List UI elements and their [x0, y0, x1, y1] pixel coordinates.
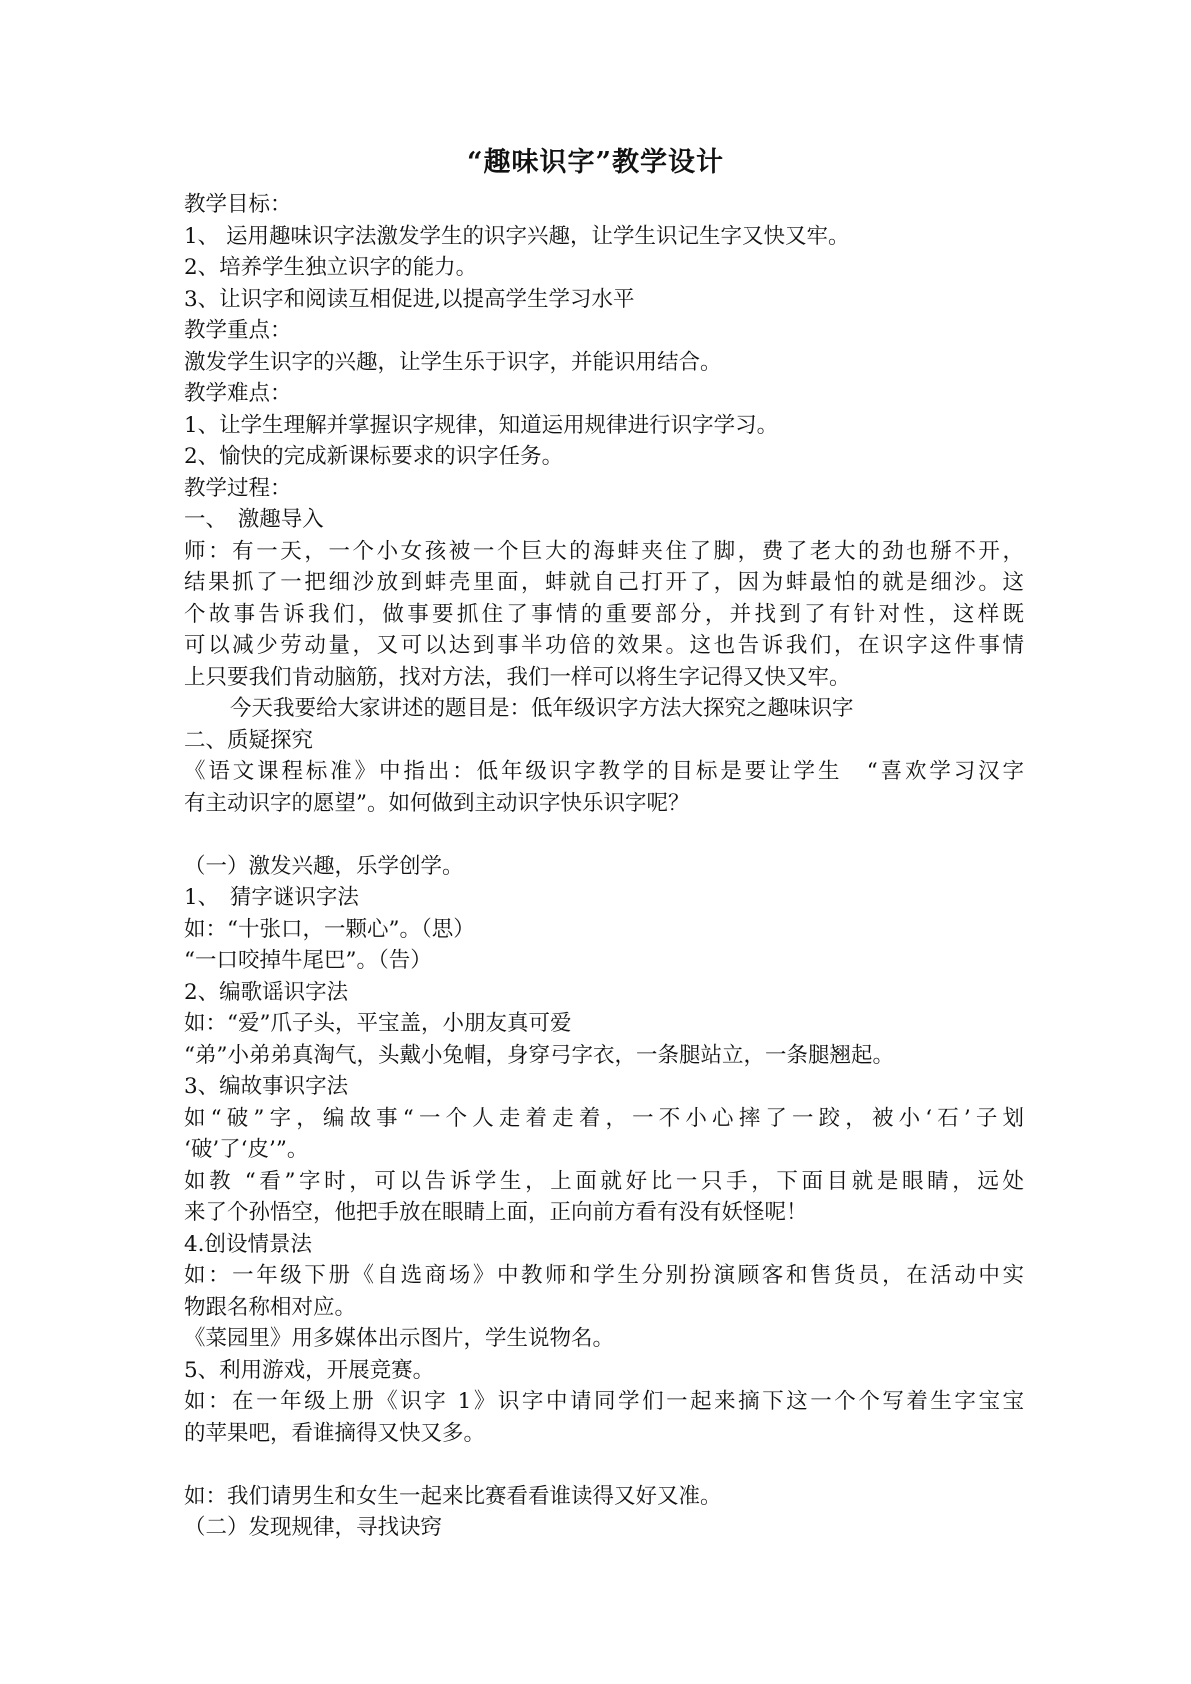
method-heading-2: 2、编歌谣识字法 — [184, 979, 349, 1005]
example-line: 如：“十张口，一颗心”。（思） — [184, 916, 475, 942]
example-line: 的苹果吧，看谁摘得又快又多。 — [184, 1420, 486, 1446]
example-line: ‘破’了‘皮’”。 — [184, 1137, 309, 1162]
method-heading-4: 4.创设情景法 — [184, 1231, 313, 1257]
subsection-heading-1: （一）激发兴趣，乐学创学。 — [184, 853, 464, 879]
example-line: 如“破”字，编故事“一个人走着走着，一不小心摔了一跤，被小‘石’子划 — [184, 1105, 1024, 1131]
example-line: 如：在一年级上册《识字 1》识字中请同学们一起来摘下这一个个写着生字宝宝 — [184, 1389, 1024, 1414]
process-step-2-heading: 二、质疑探究 — [184, 727, 314, 753]
document-title: “趣味识字”教学设计 — [466, 147, 725, 178]
example-line: 物跟名称相对应。 — [184, 1294, 357, 1320]
example-line: “一口咬掉牛尾巴”。（告） — [184, 948, 432, 973]
subsection-heading-2: （二）发现规律，寻找诀窍 — [184, 1515, 443, 1540]
difficulty-item-2: 2、愉快的完成新课标要求的识字任务。 — [184, 444, 564, 469]
paragraph-line: 上只要我们肯动脑筋，找对方法，我们一样可以将生字记得又快又牢。 — [184, 664, 851, 690]
section-heading-process: 教学过程： — [184, 475, 292, 501]
example-line: 《菜园里》用多媒体出示图片，学生说物名。 — [184, 1326, 615, 1351]
topic-line: 今天我要给大家讲述的题目是：低年级识字方法大探究之趣味识字 — [230, 696, 854, 721]
example-line: “弟”小弟弟真淘气，头戴小兔帽，身穿弓字衣，一条腿站立，一条腿翘起。 — [184, 1042, 894, 1068]
section-heading-objectives: 教学目标： — [184, 192, 292, 217]
difficulty-item-1: 1、让学生理解并掌握识字规律，知道运用规律进行识字学习。 — [184, 412, 779, 438]
objective-item-3: 3、让识字和阅读互相促进,以提高学生学习水平 — [184, 286, 635, 312]
paragraph-line: 结果抓了一把细沙放到蚌壳里面，蚌就自己打开了，因为蚌最怕的就是细沙。这 — [184, 570, 1024, 595]
section-heading-key-points: 教学重点： — [184, 318, 292, 343]
example-line: 如：一年级下册《自选商场》中教师和学生分别扮演顾客和售货员，在活动中实 — [184, 1263, 1024, 1288]
paragraph-line: 个故事告诉我们，做事要抓住了事情的重要部分，并找到了有针对性，这样既 — [184, 601, 1024, 627]
example-line: 来了个孙悟空，他把手放在眼睛上面，正向前方看有没有妖怪呢！ — [184, 1200, 808, 1225]
paragraph-line: 有主动识字的愿望”。如何做到主动识字快乐识字呢？ — [184, 790, 690, 816]
process-step-1-heading: 一、 激趣导入 — [184, 507, 324, 532]
document-body — [184, 189, 1024, 1544]
method-heading-1: 1、 猜字谜识字法 — [184, 885, 359, 910]
blank-line — [184, 819, 1024, 851]
key-points-text: 激发学生识字的兴趣，让学生乐于识字，并能识用结合。 — [184, 349, 722, 375]
objective-item-2: 2、培养学生独立识字的能力。 — [184, 255, 478, 280]
section-heading-difficulties: 教学难点： — [184, 381, 292, 406]
paragraph-line: 《语文课程标准》中指出：低年级识字教学的目标是要让学生 “喜欢学习汉字 — [184, 759, 1024, 784]
example-line: 如教 “看”字时，可以告诉学生，上面就好比一只手，下面目就是眼睛，远处 — [184, 1168, 1024, 1194]
example-line: 如：“爱”爪子头，平宝盖，小朋友真可爱 — [184, 1011, 572, 1036]
paragraph-line: 可以减少劳动量，又可以达到事半功倍的效果。这也告诉我们，在识字这件事情 — [184, 633, 1024, 658]
paragraph-line: 师：有一天，一个小女孩被一个巨大的海蚌夹住了脚，费了老大的劲也掰不开， — [184, 538, 1024, 564]
method-heading-5: 5、利用游戏，开展竞赛。 — [184, 1357, 435, 1383]
objective-item-1: 1、 运用趣味识字法激发学生的识字兴趣，让学生识记生字又快又牢。 — [184, 223, 850, 249]
blank-line — [184, 1449, 1024, 1481]
example-line: 如：我们请男生和女生一起来比赛看看谁读得又好又准。 — [184, 1483, 722, 1509]
method-heading-3: 3、编故事识字法 — [184, 1074, 349, 1099]
